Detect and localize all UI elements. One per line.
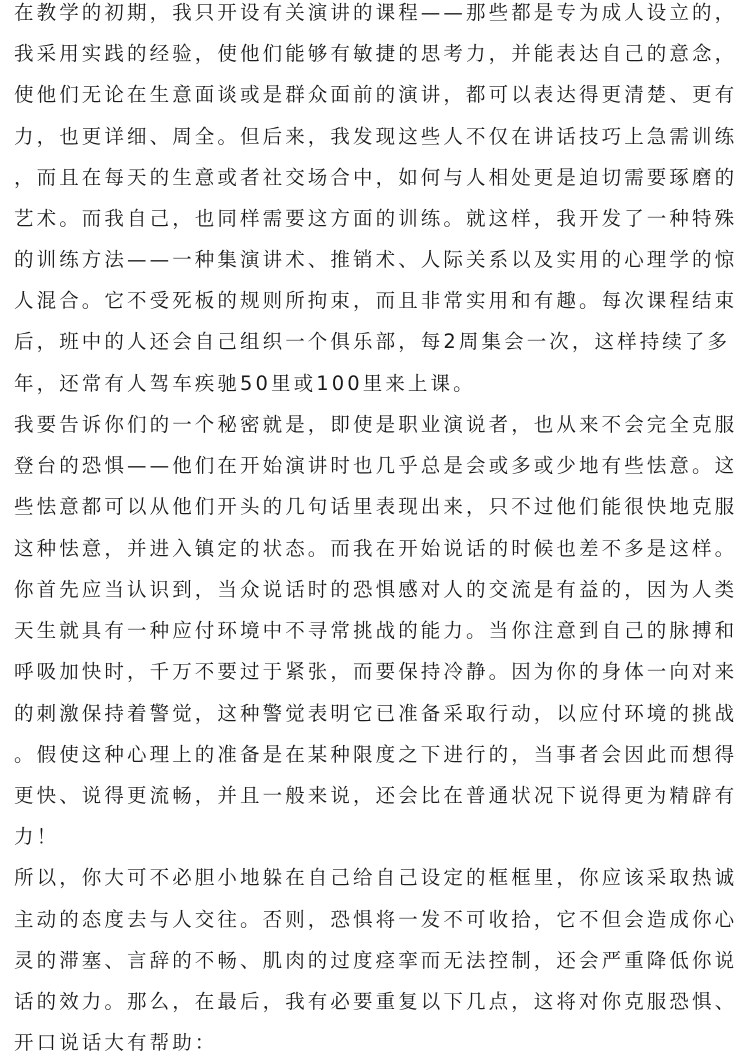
text-line: 后，班中的人还会自己组织一个俱乐部，每2周集会一次，这样持续了多	[14, 330, 731, 353]
text-line: 力！	[14, 825, 60, 848]
text-line: 这种怯意，并进入镇定的状态。而我在开始说话的时候也差不多是这样。	[14, 537, 738, 560]
text-line: 些怯意都可以从他们开头的几句话里表现出来，只不过他们能很快地克服	[14, 495, 738, 518]
text-line: 开口说话大有帮助：	[14, 1031, 218, 1054]
text-line: 的刺激保持着警觉，这种警觉表明它已准备采取行动，以应付环境的挑战	[14, 702, 738, 725]
text-line: 呼吸加快时，千万不要过于紧张，而要保持冷静。因为你的身体一向对来	[14, 660, 738, 683]
text-line: 力，也更详细、周全。但后来，我发现这些人不仅在讲话技巧上急需训练	[14, 125, 738, 148]
text-line: 话的效力。那么，在最后，我有必要重复以下几点，这将对你克服恐惧、	[14, 990, 738, 1013]
text-line: 灵的滞塞、言辞的不畅、肌肉的过度痉挛而无法控制，还会严重降低你说	[14, 949, 738, 972]
text-line: 更快、说得更流畅，并且一般来说，还会比在普通状况下说得更为精辟有	[14, 784, 738, 807]
text-line: 艺术。而我自己，也同样需要这方面的训练。就这样，我开发了一种特殊	[14, 207, 738, 230]
text-line: 天生就具有一种应付环境中不寻常挑战的能力。当你注意到自己的脉搏和	[14, 619, 738, 642]
text-line: 所以，你大可不必胆小地躲在自己给自己设定的框框里，你应该采取热诚	[14, 866, 738, 889]
text-line: 登台的恐惧——他们在开始演讲时也几乎总是会或多或少地有些怯意。这	[14, 454, 738, 477]
text-line: 我要告诉你们的一个秘密就是，即使是职业演说者，也从来不会完全克服	[14, 413, 738, 436]
text-line: 。假使这种心理上的准备是在某种限度之下进行的，当事者会因此而想得	[14, 743, 738, 766]
text-line: ，而且在每天的生意或者社交场合中，如何与人相处更是迫切需要琢磨的	[14, 166, 738, 189]
text-line: 你首先应当认识到，当众说话时的恐惧感对人的交流是有益的，因为人类	[14, 578, 738, 601]
text-line: 的训练方法——一种集演讲术、推销术、人际关系以及实用的心理学的惊	[14, 248, 738, 271]
text-line: 使他们无论在生意面谈或是群众面前的演讲，都可以表达得更清楚、更有	[14, 83, 738, 106]
text-line: 年，还常有人驾车疾驰50里或100里来上课。	[14, 372, 476, 395]
text-line: 我采用实践的经验，使他们能够有敏捷的思考力，并能表达自己的意念，	[14, 42, 738, 65]
text-line: 在教学的初期，我只开设有关演讲的课程——那些都是专为成人设立的，	[14, 1, 738, 24]
text-line: 主动的态度去与人交往。否则，恐惧将一发不可收拾，它不但会造成你心	[14, 908, 738, 931]
text-line: 人混合。它不受死板的规则所拘束，而且非常实用和有趣。每次课程结束	[14, 289, 738, 312]
